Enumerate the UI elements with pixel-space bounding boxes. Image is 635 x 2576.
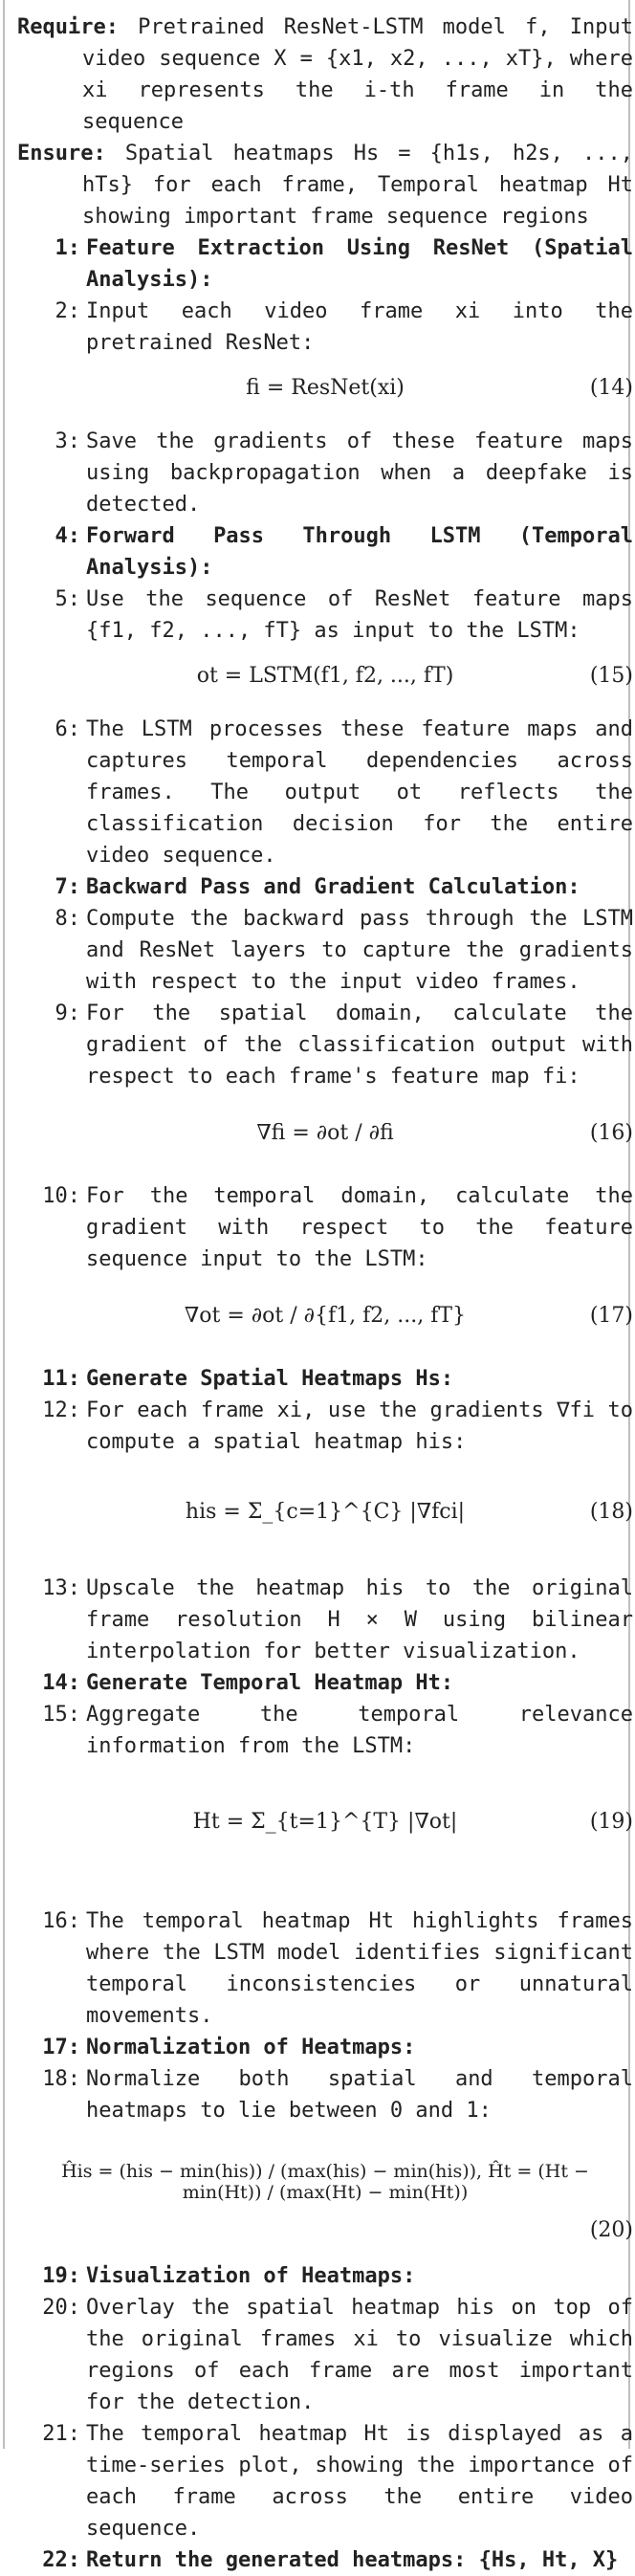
step-text: Forward Pass Through LSTM (Temporal Analysis): [86, 524, 633, 580]
equation-14 [17, 359, 633, 426]
step-number: 22: [42, 2548, 80, 2572]
step-9 [17, 998, 633, 1092]
step-text: The LSTM processes these feature maps and captures temporal dependencies across frames. The output ot reflects the classification decision for the entire video sequence. [86, 717, 633, 868]
equation-expression: Ht = Σ_{t=1}^{T} |∇ot| [192, 1810, 458, 1834]
step-7 [17, 871, 633, 903]
step-text: Use the sequence of ResNet feature maps {f1, f2, ..., fT} as input to the LSTM: [86, 587, 633, 643]
step-number: 2: [55, 299, 80, 323]
step-text: Aggregate the temporal relevance information from the LSTM: [86, 1703, 633, 1758]
step-text: Input each video frame xi into the pretrained ResNet: [86, 299, 633, 355]
step-number: 14: [42, 1671, 80, 1695]
step-22 [17, 2544, 633, 2576]
require-text: Pretrained ResNet-LSTM model f, Input video sequence X = {x1, x2, ..., xT}, where xi represents the i-th frame in the sequence [82, 15, 633, 134]
step-text: Visualization of Heatmaps: [86, 2264, 416, 2288]
step-text: The temporal heatmap Ht is displayed as a time-series plot, showing the importance of each frame across the entire video sequence. [86, 2422, 633, 2541]
equation-expression: ot = LSTM(f1, f2, ..., fT) [196, 664, 454, 688]
require-line [17, 11, 633, 138]
equation-number: (19) [589, 1810, 633, 1834]
step-17 [17, 2032, 633, 2063]
equation-20 [17, 2126, 633, 2260]
step-16 [17, 1905, 633, 2032]
step-number: 10: [42, 1184, 80, 1208]
equation-expression: ∇ot = ∂ot / ∂{f1, f2, ..., fT} [184, 1304, 467, 1328]
step-14 [17, 1667, 633, 1699]
equation-number: (17) [589, 1304, 633, 1328]
step-15 [17, 1699, 633, 1762]
step-text: Overlay the spatial heatmap his on top of the original frames xi to visualize which regions of each frame are most important for the detection. [86, 2296, 633, 2414]
step-number: 8: [55, 907, 80, 931]
step-text: The temporal heatmap Ht highlights frames where the LSTM model identifies significant temporal inconsistencies or unnatural movements. [86, 1909, 633, 2028]
step-13 [17, 1573, 633, 1667]
step-20 [17, 2292, 633, 2418]
step-number: 9: [55, 1002, 80, 1025]
step-8 [17, 903, 633, 998]
step-6 [17, 714, 633, 871]
step-text: Compute the backward pass through the LSTM and ResNet layers to capture the gradients with respect to the input video frames. [86, 907, 633, 994]
step-1 [17, 232, 633, 296]
equation-number: (14) [589, 376, 633, 400]
step-number: 18: [42, 2067, 80, 2091]
step-3 [17, 426, 633, 520]
equation-expression: ∇fi = ∂ot / ∂fi [256, 1121, 394, 1145]
step-4 [17, 520, 633, 583]
step-text: Return the generated heatmaps: {Hs, Ht, X} [86, 2548, 619, 2572]
equation-number: (16) [589, 1121, 633, 1145]
equation-17 [17, 1275, 633, 1363]
step-number: 1: [55, 236, 80, 260]
equation-16 [17, 1092, 633, 1180]
equation-15 [17, 647, 633, 714]
step-number: 13: [42, 1576, 80, 1600]
step-number: 3: [55, 429, 80, 453]
step-number: 16: [42, 1909, 80, 1933]
ensure-text: Spatial heatmaps Hs = {h1s, h2s, ..., hTs} for each frame, Temporal heatmap Ht showing important frame sequence regions [82, 142, 634, 229]
step-12 [17, 1395, 633, 1458]
step-number: 12: [42, 1398, 80, 1422]
step-number: 19: [42, 2264, 80, 2288]
equation-expression: Ĥis = (his − min(his)) / (max(his) − min(his)), Ĥt = (Ht − min(Ht)) / (max(Ht) − min(Ht)) [61, 2161, 589, 2203]
step-11 [17, 1363, 633, 1395]
step-number: 6: [55, 717, 80, 741]
step-text: Normalize both spatial and temporal heatmaps to lie between 0 and 1: [86, 2067, 633, 2123]
step-19 [17, 2260, 633, 2292]
step-18 [17, 2063, 633, 2126]
step-number: 5: [55, 587, 80, 611]
step-10 [17, 1180, 633, 1275]
step-number: 4: [55, 524, 80, 548]
step-number: 21: [42, 2422, 80, 2446]
step-21 [17, 2418, 633, 2544]
step-text: For each frame xi, use the gradients ∇fi to compute a spatial heatmap his: [86, 1398, 633, 1454]
equation-number: (18) [589, 1500, 633, 1524]
equation-number: (20) [589, 2218, 633, 2242]
step-text: Save the gradients of these feature maps using backpropagation when a deepfake is detected. [86, 429, 633, 517]
step-text: Backward Pass and Gradient Calculation: [86, 875, 580, 899]
ensure-line [17, 138, 633, 232]
step-text: Normalization of Heatmaps: [86, 2036, 416, 2059]
step-text: For the temporal domain, calculate the gradient with respect to the feature sequence input to the LSTM: [86, 1184, 633, 1271]
step-number: 15: [42, 1703, 80, 1727]
step-number: 20: [42, 2296, 80, 2320]
step-text: Generate Spatial Heatmaps Hs: [86, 1367, 454, 1391]
equation-expression: his = Σ_{c=1}^{C} |∇fci| [185, 1500, 466, 1524]
require-label: Require: [17, 15, 119, 39]
step-5 [17, 583, 633, 647]
equation-number: (15) [589, 664, 633, 688]
step-number: 11: [42, 1367, 80, 1391]
step-number: 7: [55, 875, 80, 899]
step-text: Upscale the heatmap his to the original frame resolution H × W using bilinear interpolation for better visualization. [86, 1576, 633, 1663]
equation-19 [17, 1762, 633, 1905]
equation-18 [17, 1458, 633, 1573]
step-text: For the spatial domain, calculate the gradient of the classification output with respect to each frame's feature map fi: [86, 1002, 633, 1089]
equation-expression: fi = ResNet(xi) [246, 376, 405, 400]
step-text: Generate Temporal Heatmap Ht: [86, 1671, 454, 1695]
ensure-label: Ensure: [17, 142, 106, 165]
algorithm-body [17, 11, 633, 2576]
step-2 [17, 296, 633, 359]
step-text: Feature Extraction Using ResNet (Spatial Analysis): [86, 236, 633, 292]
step-number: 17: [42, 2036, 80, 2059]
